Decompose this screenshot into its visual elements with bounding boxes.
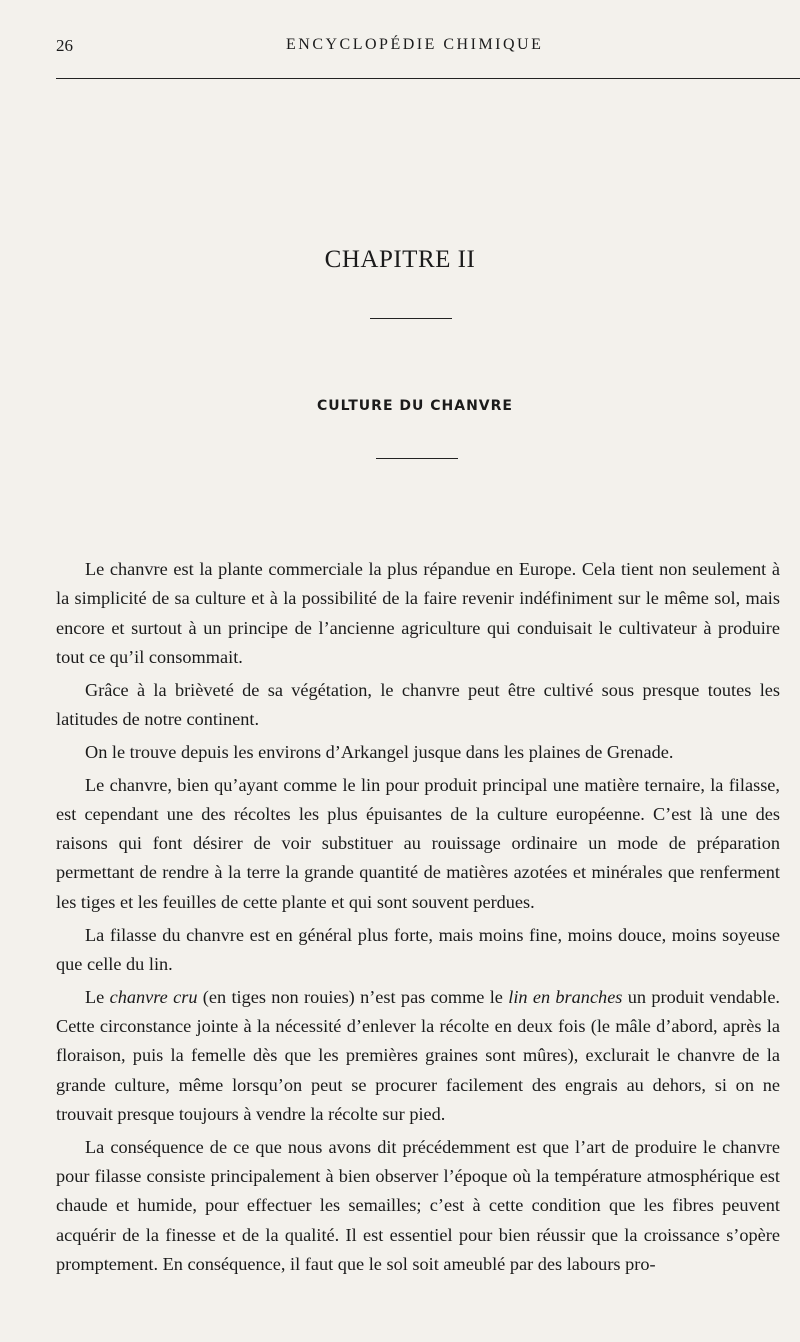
italic-term: chanvre cru <box>109 986 198 1007</box>
paragraph <box>56 983 780 1129</box>
paragraph: Le chanvre, bien qu’ayant comme le lin pour produit principal une matière ternaire, la filasse, est cependant une des récoltes les plus épuisantes de la culture européenne. C’est là une des raisons qui font désirer de voir substituer au rouissage ordinaire un mode de préparation permettant de rendre à la terre la grande quantité de matières azotées et minérales que renferment les tiges et les feuilles de cette plante et qui sont souvent perdues. <box>56 774 780 912</box>
paragraph: Le chanvre est la plante commerciale la plus répandue en Europe. Cela tient non seulement à la simplicité de sa culture et à la possibilité de la faire revenir indéfiniment sur le même sol, mais encore et surtout à un principe de l’ancienne agriculture qui conduisait le cultivateur à produire tout ce qu’il consommait. <box>56 559 780 667</box>
paragraph: La conséquence de ce que nous avons dit précédemment est que l’art de produire le chanvre pour filasse consiste principalement à bien observer l’époque où la température atmosphérique est chaude et humide, pour effectuer les semailles; c’est à cette condition que les fibres peuvent acquérir de la finesse et de la qualité. Il est essentiel pour bien réussir que la croissance s’opère promptement. En conséquence, il faut que le sol soit ameublé par des labours pro- <box>56 1136 780 1274</box>
running-head <box>56 36 800 58</box>
paragraph-text: un produit vendable. Cette circonstance jointe à la nécessité d’enlever la récolte en deux fois (le mâle d’abord, après la floraison, puis la femelle dès que les premières graines sont mûres), exclurait le chanvre de la grande culture, même lorsqu’on peut se procurer facilement des engrais au dehors, si on ne trouvait presque toujours à vendre la récolte sur pied. <box>56 986 781 1124</box>
paragraph: On le trouve depuis les environs d’Arkangel jusque dans les plaines de Grenade. <box>85 741 674 762</box>
italic-term: lin en branches <box>508 986 623 1007</box>
section-rule <box>376 458 458 459</box>
body-text <box>56 555 780 1279</box>
header-rule <box>56 78 800 79</box>
chapter-title: CHAPITRE II <box>324 246 476 273</box>
chapter-rule <box>370 318 452 319</box>
journal-title: ENCYCLOPÉDIE CHIMIQUE <box>286 36 544 53</box>
paragraph-text: (en tiges non rouies) n’est pas comme le <box>197 986 509 1007</box>
page-number: 26 <box>56 36 73 55</box>
paragraph: La filasse du chanvre est en général plus forte, mais moins fine, moins douce, moins soyeuse que celle du lin. <box>56 924 780 974</box>
paragraph: Grâce à la brièveté de sa végétation, le chanvre peut être cultivé sous presque toutes les latitudes de notre continent. <box>56 679 780 729</box>
paragraph-text: Le <box>85 986 110 1007</box>
section-title: CULTURE DU CHANVRE <box>317 398 513 414</box>
